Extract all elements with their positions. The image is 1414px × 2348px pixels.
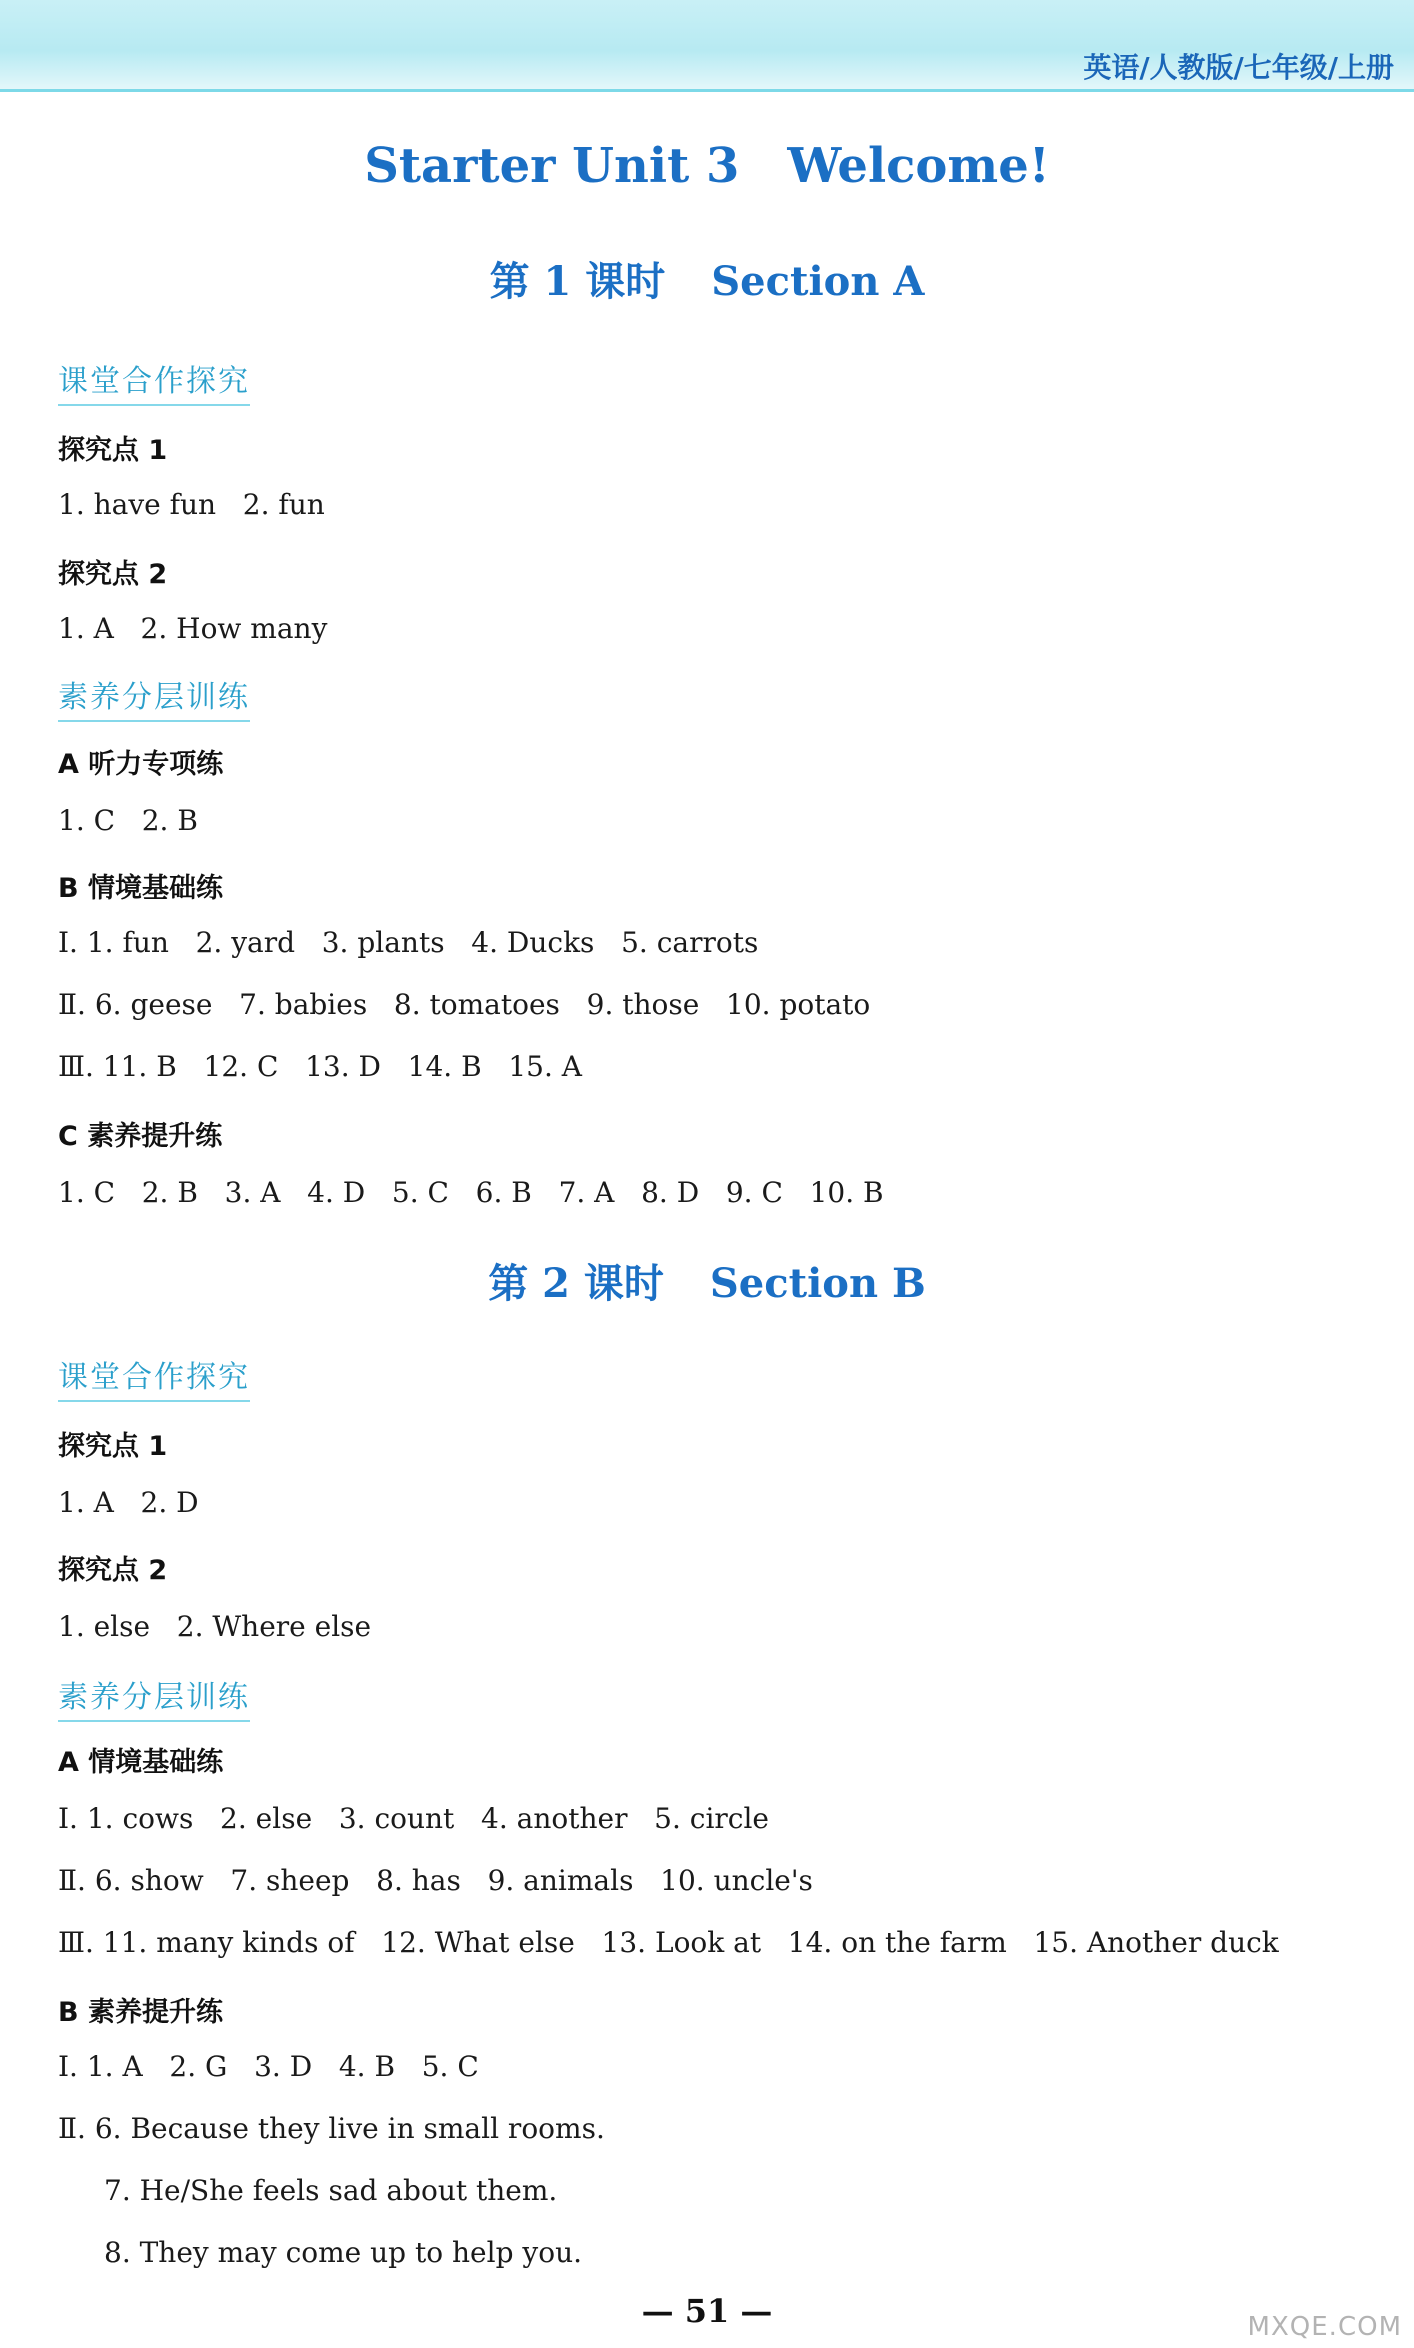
lesson1-b-heading: B 情境基础练 — [58, 873, 223, 904]
lesson1-point2-heading: 探究点 2 — [58, 559, 168, 590]
lesson1-c-answer: 1. C 2. B 3. A 4. D 5. C 6. B 7. A 8. D 9. C 10. B — [58, 1176, 884, 1209]
page-number: — 51 — — [641, 2292, 773, 2330]
lesson2-a-heading: A 情境基础练 — [58, 1747, 224, 1778]
lesson1-banner-training: 素养分层训练 — [58, 672, 250, 722]
lesson1-a-answer: 1. C 2. B — [58, 804, 198, 837]
lesson2-title-cn: 第 2 课时 — [488, 1260, 664, 1307]
lesson1-point1-heading: 探究点 1 — [58, 435, 168, 466]
lesson1-point1-answer: 1. have fun 2. fun — [58, 488, 325, 521]
lesson2-b-line1: Ⅰ. 1. A 2. G 3. D 4. B 5. C — [58, 2050, 479, 2083]
lesson2-point1-answer: 1. A 2. D — [58, 1486, 199, 1519]
lesson1-a-heading: A 听力专项练 — [58, 749, 224, 780]
lesson1-banner-cooperation: 课堂合作探究 — [58, 356, 250, 406]
lesson2-a-line2: Ⅱ. 6. show 7. sheep 8. has 9. animals 10. uncle's — [58, 1864, 813, 1897]
lesson2-banner-training: 素养分层训练 — [58, 1672, 250, 1722]
lesson1-b-line3: Ⅲ. 11. B 12. C 13. D 14. B 15. A — [58, 1050, 583, 1083]
unit-title — [0, 138, 1414, 194]
lesson2-b-heading: B 素养提升练 — [58, 1997, 223, 2028]
lesson2-point2-heading: 探究点 2 — [58, 1555, 168, 1586]
lesson2-a-line3: Ⅲ. 11. many kinds of 12. What else 13. Look at 14. on the farm 15. Another duck — [58, 1926, 1279, 1959]
lesson1-b-line1: Ⅰ. 1. fun 2. yard 3. plants 4. Ducks 5. carrots — [58, 926, 759, 959]
lesson2-banner-cooperation: 课堂合作探究 — [58, 1352, 250, 1402]
lesson1-title-en: Section A — [711, 258, 925, 305]
lesson2-point1-heading: 探究点 1 — [58, 1431, 168, 1462]
lesson2-b-line3: 7. He/She feels sad about them. — [104, 2174, 558, 2207]
lesson1-title — [0, 250, 1414, 307]
lesson1-c-heading: C 素养提升练 — [58, 1121, 223, 1152]
watermark: MXQE.COM — [1247, 2312, 1402, 2342]
header-band — [0, 0, 1414, 92]
lesson2-b-line4: 8. They may come up to help you. — [104, 2236, 582, 2269]
lesson1-point2-answer: 1. A 2. How many — [58, 612, 328, 645]
lesson1-title-cn: 第 1 课时 — [489, 258, 666, 305]
lesson2-title — [0, 1252, 1414, 1309]
unit-title-sub: Welcome! — [787, 138, 1050, 194]
lesson2-point2-answer: 1. else 2. Where else — [58, 1610, 372, 1643]
lesson2-a-line1: Ⅰ. 1. cows 2. else 3. count 4. another 5. circle — [58, 1802, 769, 1835]
unit-title-main: Starter Unit 3 — [364, 138, 740, 194]
book-label: 英语/人教版/七年级/上册 — [1083, 51, 1394, 84]
lesson1-b-line2: Ⅱ. 6. geese 7. babies 8. tomatoes 9. those 10. potato — [58, 988, 871, 1021]
lesson2-b-line2: Ⅱ. 6. Because they live in small rooms. — [58, 2112, 605, 2145]
lesson2-title-en: Section B — [709, 1260, 926, 1307]
